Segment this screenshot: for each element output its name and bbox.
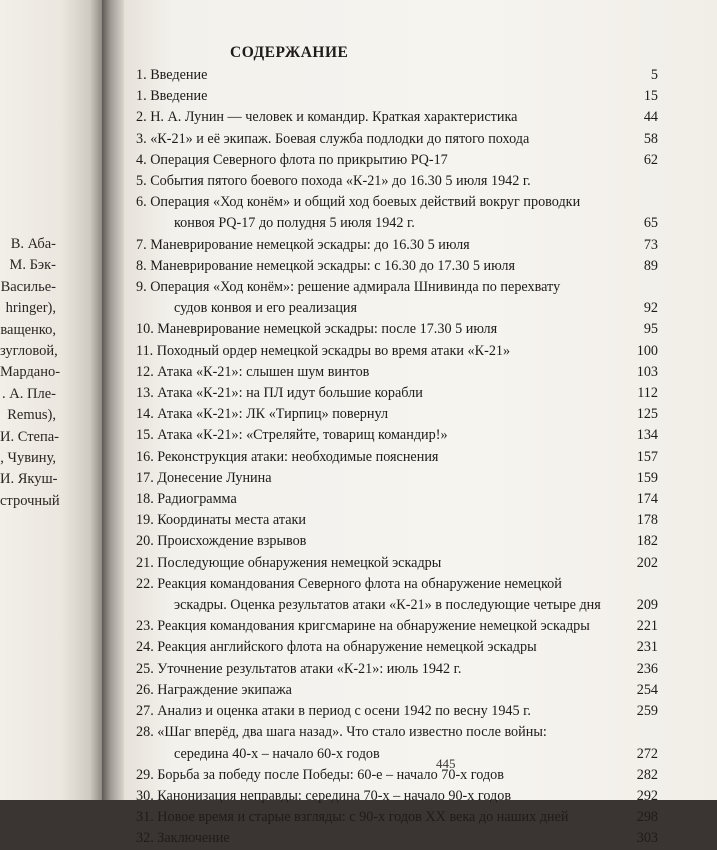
toc-entry [136, 341, 658, 362]
toc-entry [136, 828, 658, 849]
toc-entry-title: 4. Операция Северного флота по прикрытию PQ-17 [136, 151, 448, 168]
book-gutter [102, 0, 124, 800]
toc-entry-title: 15. Атака «К-21»: «Стреляйте, товарищ командир!» [136, 427, 448, 444]
toc-entry-page: 159 [636, 469, 658, 486]
toc-entry-page: 44 [643, 109, 658, 126]
toc-entry [136, 425, 658, 446]
toc-entry-page: 178 [636, 512, 658, 529]
toc-entry [136, 171, 658, 192]
left-page [0, 0, 102, 800]
toc-entry [136, 807, 658, 828]
toc-entry [136, 701, 658, 722]
toc-entry-page: 202 [636, 554, 658, 571]
toc-entry [136, 468, 658, 489]
left-fragment: Василье- [0, 278, 56, 295]
toc-entry-page: 236 [636, 660, 658, 677]
left-page-text [0, 234, 102, 512]
toc-entry [136, 616, 658, 637]
toc-entry-page: 292 [636, 787, 658, 804]
toc-entry-title: 12. Атака «К-21»: слышен шум винтов [136, 363, 370, 380]
toc-entry-title: 32. Заключение [136, 830, 230, 847]
toc-entry-page: 174 [636, 491, 658, 508]
left-fragment: . А. Пле- [2, 385, 56, 402]
toc-entry-title: 6. Операция «Ход конём» и общий ход боевых действий вокруг проводки [136, 194, 581, 211]
left-fragment: В. Аба- [10, 236, 56, 252]
toc-entry-page: 103 [636, 363, 658, 380]
toc-entry-page: 272 [636, 745, 658, 762]
toc-entry-page: 182 [636, 533, 658, 550]
toc-entry-page: 89 [643, 257, 658, 274]
toc-entry-title: 1. Введение [136, 67, 208, 83]
toc-entry [136, 786, 658, 807]
left-fragment: , Чувину, [0, 450, 56, 467]
toc-entry-title-continued: середина 40-х – начало 60-х годов [174, 745, 380, 762]
toc-entry [136, 383, 658, 404]
table-of-contents [136, 65, 658, 850]
toc-entry [136, 277, 658, 319]
toc-entry-page: 73 [643, 236, 658, 253]
toc-entry-page: 92 [643, 300, 658, 317]
toc-entry-page: 209 [636, 597, 658, 614]
left-fragment: Мардано- [0, 364, 61, 381]
toc-entry-title: 18. Радиограмма [136, 491, 237, 508]
toc-entry [136, 86, 658, 107]
page-number: 445 [436, 756, 456, 771]
toc-entry [136, 765, 658, 786]
toc-entry [136, 553, 658, 574]
toc-entry-page: 65 [643, 215, 658, 232]
toc-entry-page: 303 [636, 830, 658, 847]
toc-entry-title: 5. События пятого боевого похода «К-21» до 16.30 5 июля 1942 г. [136, 173, 531, 190]
toc-entry [136, 129, 658, 150]
toc-entry-page: 112 [637, 385, 658, 402]
toc-entry-title: 25. Уточнение результатов атаки «К-21»: июль 1942 г. [136, 660, 462, 677]
toc-entry [136, 256, 658, 277]
toc-entry-title: 27. Анализ и оценка атаки в период с осени 1942 по весну 1945 г. [136, 703, 531, 720]
toc-entry-title: 31. Новое время и старые взгляды: с 90-х годов XX века до наших дней [136, 809, 569, 826]
left-fragment: И. Якуш- [0, 471, 58, 488]
toc-entry-page: 5 [650, 67, 658, 83]
toc-entry [136, 65, 658, 86]
toc-entry-title: 26. Награждение экипажа [136, 681, 292, 698]
toc-entry [136, 510, 658, 531]
toc-entry-title: 1. Введение [136, 88, 208, 105]
left-fragment: Remus), [7, 407, 56, 424]
toc-entry-title: 2. Н. А. Лунин — человек и командир. Краткая характеристика [136, 109, 518, 126]
toc-entry [136, 192, 658, 234]
toc-entry-title: 11. Походный ордер немецкой эскадры во время атаки «К-21» [136, 342, 511, 359]
toc-entry-title: 24. Реакция английского флота на обнаружение немецкой эскадры [136, 639, 537, 656]
toc-entry-title: 19. Координаты места атаки [136, 512, 306, 529]
toc-entry [136, 722, 658, 764]
toc-entry-page: 254 [636, 681, 658, 698]
toc-entry [136, 362, 658, 383]
toc-entry-title: 17. Донесение Лунина [136, 469, 272, 486]
toc-entry-page: 58 [643, 130, 658, 147]
toc-entry-title: 21. Последующие обнаружения немецкой эскадры [136, 554, 442, 571]
toc-entry [136, 235, 658, 256]
toc-entry-title: 14. Атака «К-21»: ЛК «Тирпиц» повернул [136, 406, 389, 423]
left-fragment: hringer), [5, 300, 56, 317]
toc-entry-page: 231 [636, 639, 658, 656]
toc-entry [136, 489, 658, 510]
toc-entry [136, 680, 658, 701]
toc-entry [136, 574, 658, 616]
toc-entry-page: 125 [636, 406, 658, 423]
toc-entry-title: 29. Борьба за победу после Победы: 60-е – начало 70-х годов [136, 766, 504, 783]
toc-entry-page: 95 [643, 321, 658, 338]
toc-entry-title: 13. Атака «К-21»: на ПЛ идут большие корабли [136, 385, 423, 402]
toc-entry-title-continued: судов конвоя и его реализация [174, 300, 358, 317]
toc-entry-title: 7. Маневрирование немецкой эскадры: до 16.30 5 июля [136, 236, 470, 253]
toc-entry-title-continued: эскадры. Оценка результатов атаки «К-21» в последующие четыре дня [174, 597, 601, 614]
left-fragment: зугловой, [0, 343, 58, 360]
toc-entry-title: 8. Маневрирование немецкой эскадры: с 16.30 до 17.30 5 июля [136, 257, 515, 274]
toc-entry-page: 134 [636, 427, 658, 444]
toc-entry [136, 447, 658, 468]
toc-entry [136, 107, 658, 128]
toc-entry-title: 22. Реакция командования Северного флота на обнаружение немецкой [136, 575, 562, 592]
toc-entry-title: 23. Реакция командования кригсмарине на обнаружение немецкой эскадры [136, 618, 590, 635]
toc-entry-page: 157 [636, 448, 658, 465]
toc-entry [136, 319, 658, 340]
toc-title: СОДЕРЖАНИЕ [230, 44, 349, 61]
toc-entry [136, 637, 658, 658]
toc-entry-page: 15 [643, 88, 658, 105]
toc-entry-title: 3. «К-21» и её экипаж. Боевая служба подлодки до пятого похода [136, 130, 530, 147]
toc-entry [136, 531, 658, 552]
toc-entry-page: 100 [636, 342, 658, 359]
toc-entry-title: 9. Операция «Ход конём»: решение адмирала Шнивинда по перехвату [136, 279, 561, 296]
toc-entry [136, 150, 658, 171]
toc-entry [136, 659, 658, 680]
toc-entry-page: 62 [643, 151, 658, 168]
toc-entry-title: 28. «Шаг вперёд, два шага назад». Что стало известно после войны: [136, 724, 547, 741]
toc-entry-title: 30. Канонизация неправды: середина 70-х – начало 90-х годов [136, 787, 512, 804]
left-fragment: строчный [0, 492, 60, 509]
toc-entry-page: 282 [636, 766, 658, 783]
toc-entry-page: 259 [636, 703, 658, 720]
toc-entry-title: 20. Происхождение взрывов [136, 533, 307, 550]
toc-entry-title-continued: конвоя PQ-17 до полудня 5 июля 1942 г. [174, 215, 415, 232]
toc-entry [136, 404, 658, 425]
left-fragment: М. Бэк- [9, 257, 56, 274]
toc-entry-title: 10. Маневрирование немецкой эскадры: после 17.30 5 июля [136, 321, 498, 338]
toc-entry-page: 221 [636, 618, 658, 635]
toc-entry-page: 298 [636, 809, 658, 826]
left-fragment: ващенко, [0, 321, 56, 338]
toc-entry-title: 16. Реконструкция атаки: необходимые пояснения [136, 448, 439, 465]
left-fragment: И. Степа- [0, 428, 59, 445]
